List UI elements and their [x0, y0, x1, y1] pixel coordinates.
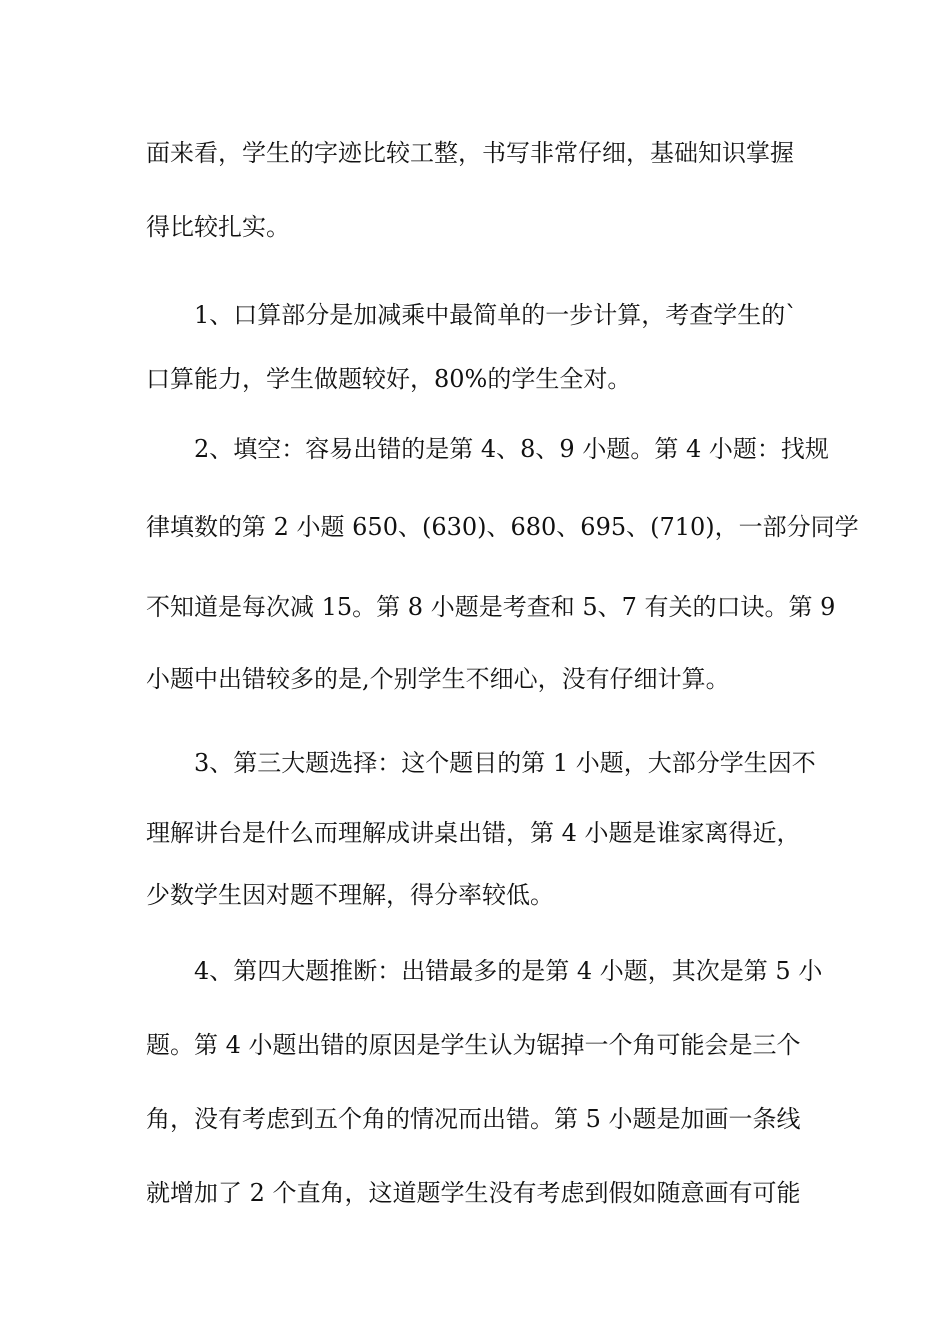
text-line: 不知道是每次减 15。第 8 小题是考查和 5、7 有关的口诀。第 9 [146, 593, 836, 621]
text-line: 2、填空：容易出错的是第 4、8、9 小题。第 4 小题：找规 [194, 435, 829, 463]
text-line: 得比较扎实。 [146, 213, 290, 241]
text-line: 律填数的第 2 小题 650、(630)、680、695、(710)，一部分同学 [146, 513, 859, 541]
text-line: 1、口算部分是加减乘中最简单的一步计算，考查学生的` [194, 301, 798, 329]
text-line: 角，没有考虑到五个角的情况而出错。第 5 小题是加画一条线 [146, 1105, 801, 1133]
text-line: 4、第四大题推断：出错最多的是第 4 小题，其次是第 5 小 [194, 957, 823, 985]
text-line: 理解讲台是什么而理解成讲桌出错，第 4 小题是谁家离得近， [146, 819, 801, 847]
text-line: 小题中出错较多的是,个别学生不细心，没有仔细计算。 [146, 665, 730, 693]
text-line: 题。第 4 小题出错的原因是学生认为锯掉一个角可能会是三个 [146, 1031, 801, 1059]
text-line: 就增加了 2 个直角，这道题学生没有考虑到假如随意画有可能 [146, 1179, 801, 1207]
text-line: 面来看，学生的字迹比较工整，书写非常仔细，基础知识掌握 [146, 139, 794, 167]
text-line: 口算能力，学生做题较好，80%的学生全对。 [146, 365, 632, 393]
text-line: 3、第三大题选择：这个题目的第 1 小题，大部分学生因不 [194, 749, 816, 777]
text-line: 少数学生因对题不理解，得分率较低。 [146, 881, 554, 909]
